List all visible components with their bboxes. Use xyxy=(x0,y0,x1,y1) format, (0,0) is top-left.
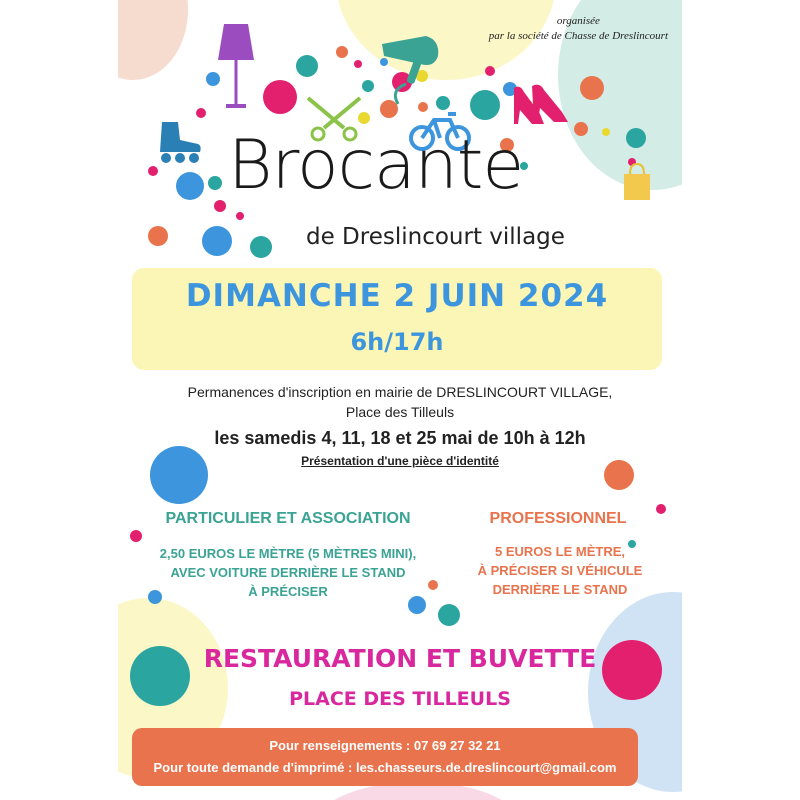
decor-dot xyxy=(296,55,318,77)
decor-dot xyxy=(130,530,142,542)
bg-blob-peach xyxy=(118,0,188,80)
registration-line1: Permanences d'inscription en mairie de DRESLINCOURT VILLAGE, xyxy=(187,384,613,400)
brocante-poster xyxy=(118,0,682,800)
decor-dot xyxy=(438,604,460,626)
decor-dot xyxy=(626,128,646,148)
registration-line2: Place des Tilleuls xyxy=(345,404,455,420)
poster-subtitle: de Dreslincourt village xyxy=(306,224,565,250)
individual-line2: AVEC VOITURE DERRIÈRE LE STAND xyxy=(170,565,406,580)
decor-dot xyxy=(362,80,374,92)
individual-line1: 2,50 EUROS LE MÈTRE (5 MÈTRES MINI), xyxy=(159,546,417,561)
hair-dryer-icon xyxy=(376,30,446,110)
high-heels-icon xyxy=(510,80,574,132)
contact-phone: Pour renseignements : 07 69 27 32 21 xyxy=(269,738,501,753)
decor-dot xyxy=(250,236,272,258)
decor-dot xyxy=(214,200,226,212)
decor-dot xyxy=(470,90,500,120)
date-box xyxy=(132,268,662,370)
decor-dot xyxy=(354,60,362,68)
decor-dot xyxy=(196,108,206,118)
individual-pricing xyxy=(128,544,448,601)
organizer-line2: par la société de Chasse de Dreslincourt xyxy=(488,30,668,42)
poster-title: Brocante xyxy=(228,126,524,205)
registration-id-note: Présentation d'une pièce d'identité xyxy=(301,454,499,468)
decor-dot xyxy=(176,172,204,200)
professional-line3: DERRIÈRE LE STAND xyxy=(492,582,628,597)
decor-dot xyxy=(580,76,604,100)
event-hours: 6h/17h xyxy=(350,328,444,356)
decor-dot xyxy=(148,226,168,246)
food-place: PLACE DES TILLEULS xyxy=(289,688,511,710)
individual-title: PARTICULIER ET ASSOCIATION xyxy=(165,510,411,527)
decor-dot xyxy=(336,46,348,58)
contact-box xyxy=(132,728,638,786)
decor-dot xyxy=(263,80,297,114)
registration-schedule: les samedis 4, 11, 18 et 25 mai de 10h à 12h xyxy=(214,428,586,448)
organizer-line1: organisée xyxy=(556,15,600,27)
decor-dot xyxy=(208,176,222,190)
decor-dot xyxy=(485,66,495,76)
decor-dot xyxy=(202,226,232,256)
organizer-note xyxy=(489,14,668,44)
event-date: DIMANCHE 2 JUIN 2024 xyxy=(185,278,609,314)
food-title: RESTAURATION ET BUVETTE xyxy=(203,644,597,673)
professional-title: PROFESSIONNEL xyxy=(489,510,627,527)
decor-dot xyxy=(236,212,244,220)
individual-line3: À PRÉCISER xyxy=(248,584,328,599)
lamp-icon xyxy=(216,20,256,110)
professional-line1: 5 EUROS LE MÈTRE, xyxy=(494,544,626,559)
contact-email: Pour toute demande d'imprimé : les.chasseurs.de.dreslincourt@gmail.com xyxy=(153,760,617,775)
roller-skate-icon xyxy=(154,118,204,164)
professional-line2: À PRÉCISER SI VÉHICULE xyxy=(477,563,643,578)
decor-dot xyxy=(148,166,158,176)
professional-pricing xyxy=(450,542,670,599)
